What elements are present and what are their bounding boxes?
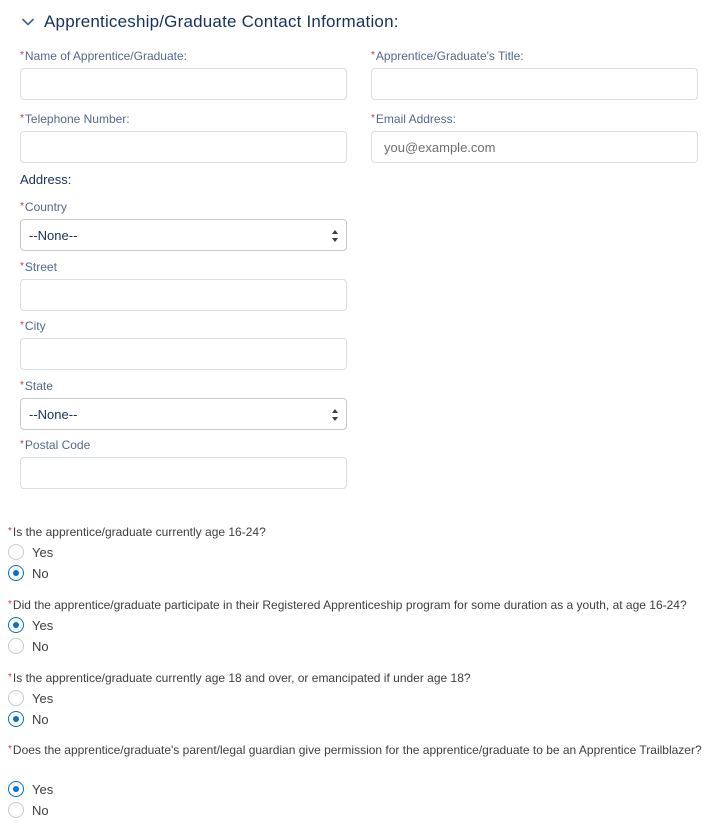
radio-circle[interactable] [8,690,24,706]
radio-circle[interactable] [8,617,24,633]
required-mark: * [371,113,375,124]
question-guardian-permission [8,741,703,759]
country-select[interactable] [20,219,347,251]
required-mark: * [20,113,24,124]
radio-label: No [32,711,49,727]
phone-input[interactable] [20,131,347,163]
required-mark: * [20,439,24,450]
select-arrows-icon [331,227,339,245]
state-label: *State [20,379,53,393]
question-text: *Is the apprentice/graduate currently age 16-24? [8,525,266,539]
name-field-group [20,48,347,100]
postal-label: *Postal Code [20,438,91,452]
phone-field-group [20,111,347,163]
radio-q4-yes[interactable] [8,781,53,797]
street-input[interactable] [20,279,347,311]
radio-label: Yes [32,781,54,797]
radio-label: No [32,802,49,818]
radio-q3-no[interactable] [8,711,49,727]
radio-q1-yes[interactable] [8,544,53,560]
state-select[interactable] [20,398,347,430]
title-input[interactable] [371,68,698,100]
radio-q2-no[interactable] [8,638,49,654]
question-text: *Does the apprentice/graduate's parent/legal guardian give permission for the apprentice/graduate to be an Apprentice Trailblazer? [8,743,702,757]
question-participated-youth [8,596,703,614]
country-label: *Country [20,200,67,214]
postal-input[interactable] [20,457,347,489]
radio-circle[interactable] [8,781,24,797]
email-label: *Email Address: [371,112,456,126]
question-text: *Is the apprentice/graduate currently age 18 and over, or emancipated if under age 18? [8,671,471,685]
radio-label: No [32,638,49,654]
required-mark: * [20,380,24,391]
postal-field-group [20,437,347,489]
country-field-group [20,199,347,251]
email-input[interactable] [371,131,698,163]
radio-q2-yes[interactable] [8,617,53,633]
state-select-value: --None-- [29,406,78,422]
radio-circle[interactable] [8,544,24,560]
question-age-18-emancipated [8,669,703,687]
radio-circle[interactable] [8,638,24,654]
city-label: *City [20,319,46,333]
question-text: *Did the apprentice/graduate participate in their Registered Apprenticeship program for some duration as a youth, at age 16-24? [8,598,687,612]
street-field-group [20,259,347,311]
radio-circle[interactable] [8,711,24,727]
address-label: Address: [20,172,72,187]
select-arrows-icon [331,406,339,424]
country-select-value: --None-- [29,227,78,243]
section-header[interactable] [20,12,399,32]
title-label: *Apprentice/Graduate's Title: [371,49,524,63]
section-title: Apprenticeship/Graduate Contact Information: [44,12,399,31]
required-mark: * [371,50,375,61]
radio-label: No [32,565,49,581]
radio-circle[interactable] [8,565,24,581]
required-mark: * [20,261,24,272]
radio-circle[interactable] [8,802,24,818]
radio-label: Yes [32,544,54,560]
phone-label: *Telephone Number: [20,112,130,126]
radio-q4-no[interactable] [8,802,49,818]
email-field-group [371,111,698,163]
required-mark: * [20,201,24,212]
name-label: *Name of Apprentice/Graduate: [20,49,187,63]
required-mark: * [20,320,24,331]
radio-q3-yes[interactable] [8,690,53,706]
radio-label: Yes [32,690,54,706]
radio-q1-no[interactable] [8,565,49,581]
city-input[interactable] [20,338,347,370]
city-field-group [20,318,347,370]
chevron-down-icon[interactable] [20,14,36,30]
name-input[interactable] [20,68,347,100]
radio-label: Yes [32,617,54,633]
required-mark: * [20,50,24,61]
state-field-group [20,378,347,430]
title-field-group [371,48,698,100]
street-label: *Street [20,260,57,274]
question-age-16-24 [8,523,703,541]
